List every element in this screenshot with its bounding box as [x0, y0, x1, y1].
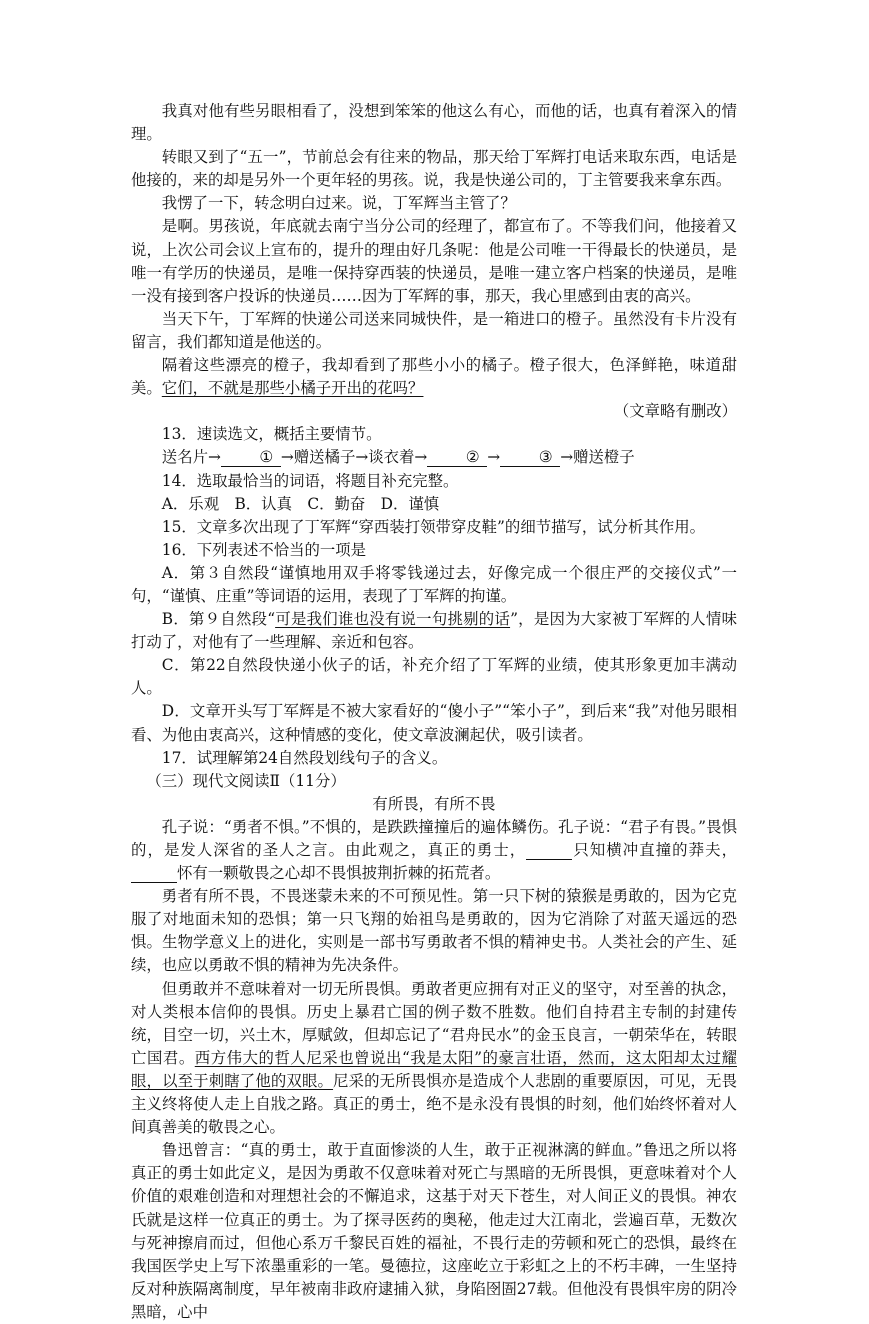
question-16-option-c: C．第22自然段快递小伙子的话，补充介绍了丁军辉的业绩，使其形象更加丰满动人。 [131, 656, 737, 698]
answer-blank[interactable] [131, 864, 177, 883]
story-paragraph [131, 354, 737, 400]
story-paragraph: 我真对他有些另眼相看了，没想到笨笨的他这么有心，而他的话，也真有着深入的情理。 [131, 102, 737, 144]
essay-text: 只知横冲直撞的莽夫， [572, 841, 737, 859]
essay-text: 怀有一颗敬畏之心却不畏惧披荆折棘的拓荒者。 [177, 864, 501, 883]
essay-paragraph [131, 816, 737, 885]
story-paragraph: 当天下午，丁军辉的快递公司送来同城快件，是一箱进口的橙子。虽然没有卡片没有留言，我们都知道是他送的。 [131, 309, 737, 351]
document-body [131, 100, 737, 1324]
essay-paragraph [131, 978, 737, 1140]
story-paragraph: 我愣了一下，转念明白过来。说，丁军辉当主管了？ [161, 194, 516, 213]
answer-blank-2[interactable]: ② [427, 448, 487, 467]
flow-text: →赠送橙子 [560, 448, 635, 467]
question-17: 17．试理解第24自然段划线句子的含义。 [161, 748, 448, 767]
flow-arrow: → [487, 448, 501, 467]
section-heading: （三）现代文阅读Ⅱ（11分） [146, 771, 346, 790]
essay-text: 尼采的无所畏惧亦是造成个人悲剧的重要原因，可见，无畏主义终将使人走上自戕之路。真正的勇士，绝不是永没有畏惧的时刻，他们始终怀着对人间真善美的敬畏之心。 [131, 1071, 737, 1137]
question-16-option-b [131, 608, 737, 654]
question-16: 16．下列表述不恰当的一项是 [161, 540, 367, 559]
question-13: 13．速读选文，概括主要情节。 [161, 425, 382, 444]
question-16-option-d: D．文章开头写丁军辉是不被大家看好的“傻小子”“笨小子”，到后来“我”对他另眼相看、为他由衷高兴，这种情感的变化，使文章波澜起伏，吸引读者。 [131, 702, 737, 744]
option-text: B．第９自然段“ [161, 610, 276, 629]
essay-paragraph: 勇者有所不畏，不畏迷蒙未来的不可预见性。第一只下树的猿猴是勇敢的，因为它克服了对地面未知的恐惧；第一只飞翔的始祖鸟是勇敢的，因为它消除了对蓝天遥远的恐惧。生物学意义上的进化，实则是一部书写勇敢者不惧的精神史书。人类社会的产生、延续，也应以勇敢不惧的精神为先决条件。 [131, 887, 737, 975]
question-16-option-a: A．第３自然段“谨慎地用双手将零钱递过去，好像完成一个很庄严的交接仪式”一句，“谨慎、庄重”等词语的运用，表现了丁军辉的拘谨。 [131, 563, 737, 605]
underlined-sentence: 西方伟大的哲人尼采也曾说出“我是太阳”的豪言壮语，然而，这太阳却太过耀眼，以至于刺瞎了他的双眼。 [131, 1048, 737, 1090]
edit-note: （文章略有删改） [613, 402, 737, 421]
underlined-sentence: 它们，不就是那些小橘子开出的花吗？ [161, 379, 424, 398]
story-text: 隔着这些漂亮的橙子，我却看到了那些小小的橘子。橙子很大，色泽鲜艳，味道甜美。 [131, 356, 737, 398]
option-text: ”，是因为大家被丁军辉的人情味打动了，对他有了一些理解、亲近和包容。 [131, 610, 737, 652]
essay-title: 有所畏，有所不畏 [372, 794, 496, 813]
underlined-quote: 可是我们谁也没有说一句挑剔的话 [275, 610, 511, 629]
story-paragraph: 转眼又到了“五一”，节前总会有往来的物品，那天给丁军辉打电话来取东西，电话是他接的，来的却是另外一个更年轻的男孩。说，我是快递公司的，丁主管要我来拿东西。 [131, 148, 737, 190]
essay-text: 但勇敢并不意味着对一切无所畏惧。勇敢者更应拥有对正义的坚守，对至善的执念，对人类根本信仰的畏惧。历史上暴君亡国的例子数不胜数。他们自持君主专制的封建传统，目空一切，兴土木，厚赋敛，但却忘记了“君舟民水”的金玉良言，一朝荣华在，转眼亡国君。 [131, 979, 737, 1067]
answer-blank-3[interactable]: ③ [500, 448, 560, 467]
flow-text: 送名片→ [161, 448, 221, 467]
story-paragraph: 是啊。男孩说，年底就去南宁当分公司的经理了，都宣布了。不等我们问，他接着又说，上次公司会议上宣布的，提升的理由好几条呢：他是公司唯一干得最长的快递员，是唯一有学历的快递员，是唯一保持穿西装的快递员，是唯一建立客户档案的快递员，是唯一没有接到客户投诉的快递员……因为丁军辉的事，那天，我心里感到由衷的高兴。 [131, 217, 737, 305]
essay-paragraph: 鲁迅曾言：“真的勇士，敢于直面惨淡的人生，敢于正视淋漓的鲜血。”鲁迅之所以将真正的勇士如此定义，是因为勇敢不仅意味着对死亡与黑暗的无所畏惧，更意味着对个人价值的艰难创造和对理想社会的不懈追求，这基于对天下苍生，对人间正义的畏惧。神农氏就是这样一位真正的勇士。为了探寻医药的奥秘，他走过大江南北，尝遍百草，无数次与死神擦肩而过，但他心系万千黎民百姓的福祉，不畏行走的劳顿和死亡的恐惧，最终在我国医学史上写下浓墨重彩的一笔。曼德拉，这座屹立于彩虹之上的不朽丰碑，一生坚持反对种族隔离制度，早年被南非政府逮捕入狱，身陷囹圄27载。但他没有畏惧牢房的阴冷黑暗，心中 [131, 1141, 737, 1321]
essay-text: 孔子说：“勇者不惧。”不惧的，是跌跌撞撞后的遍体鳞伤。孔子说：“君子有畏。”畏惧的，是发人深省的圣人之言。由此观之，真正的勇士， [131, 817, 737, 859]
answer-blank[interactable] [526, 841, 572, 860]
question-14: 14．选取最恰当的词语，将题目补充完整。 [161, 471, 459, 490]
question-14-options: A．乐观 B．认真 C．勤奋 D．谨慎 [161, 494, 440, 513]
flow-text: →赠送橘子→谈衣着→ [280, 448, 428, 467]
question-13-flow [131, 446, 737, 469]
answer-blank-1[interactable]: ① [221, 448, 281, 467]
question-15: 15．文章多次出现了丁军辉“穿西装打领带穿皮鞋”的细节描写，试分析其作用。 [161, 517, 706, 536]
